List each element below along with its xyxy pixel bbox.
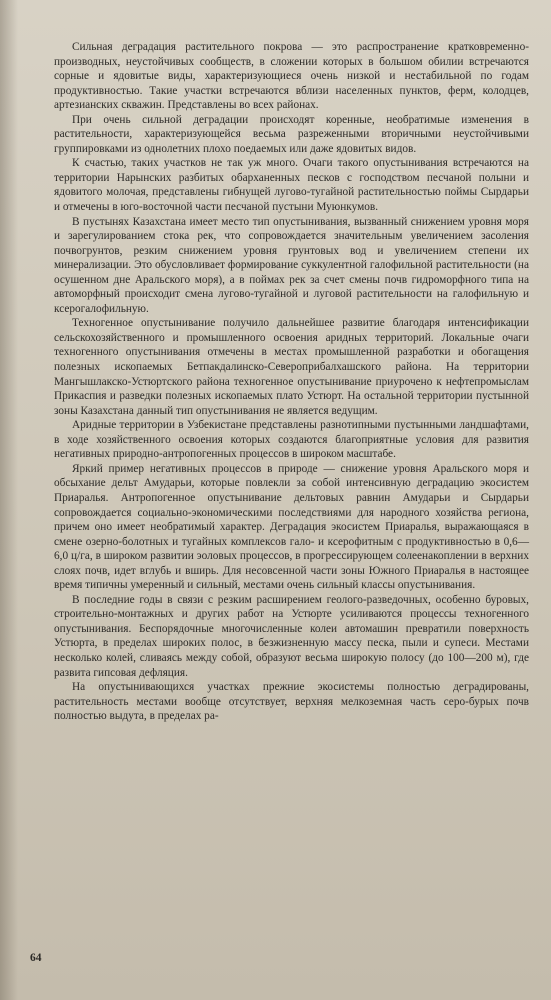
paragraph-uzbekistan-arid-territories: Аридные территории в Узбекистане представлены разнотипными пустынными ландшафтами, в ходе хозяйственного освоения которых создаются благоприятные условия для развития негативных природно-антропогенных процессов в широком масштабе.: [54, 419, 529, 461]
paragraph-very-severe-degradation: При очень сильной деградации происходят коренные, необратимые изменения в растительности, характеризующейся весьма разреженными вторичными неустойчивыми группировками из однолетних плохо поедаемых или даже ядовитых видов.: [54, 113, 529, 155]
paragraph-degraded-ecosystems: На опустынивающихся участках прежние экосистемы полностью деградированы, растительность местами вообще отсутствует, верхняя мелкоземная часть серо-бурых почв полностью выдута, в пределах ра-: [54, 681, 529, 723]
page-number: 64: [30, 952, 42, 964]
paragraph-severe-degradation: Сильная деградация растительного покрова — это распространение кратковременно-производных, неустойчивых сообществ, в сложении которых в большом обилии встречаются сорные и ядовитые виды, характеризующиеся очень низкой и нестабильной по годам продуктивностью. Такие участки встречаются вблизи населенных пунктов, ферм, колодцев, артезианских скважин. Представлены во всех районах.: [54, 41, 529, 112]
paragraph-desertification-foci: К счастью, таких участков не так уж много. Очаги такого опустынивания встречаются на территории Нарынских разбитых обарханенных песков с господством песчаной полыни и ядовитого молочая, представлены гибнущей лугово-тугайной растительностью поймы Сырдарьи и отмечены в юго-восточной части песчаной пустыни Муюнкумов.: [54, 157, 529, 214]
paragraph-kazakhstan-deserts: В пустынях Казахстана имеет место тип опустынивания, вызванный снижением уровня моря и зарегулированием стока рек, что сопровождается значительным увеличением засоления почвогрунтов, резким снижением уровня грунтовых вод и увеличением степени их минерализации. Это обусловливает формирование суккулентной галофильной растительности (на осушенном дне Аральского моря), а в поймах рек за счет смены почв гидроморфного типа на автоморфный происходит смена лугово-тугайной и луговой растительности на галофильную и ксерогалофильную.: [54, 215, 529, 315]
paragraph-technogenic-desertification: Техногенное опустынивание получило дальнейшее развитие благодаря интенсификации сельскохозяйственного и промышленного освоения аридных территорий. Локальные очаги техногенного опустынивания отмечены в местах промышленной разработки и обогащения полезных ископаемых Бетпакдалинско-Североприбалхашского района. На территории Мангышлакско-Устюртского района техногенное опустынивание приурочено к нефтепромыслам Прикаспия и разведки полезных ископаемых плато Устюрт. На остальной территории пустынной зоны Казахстана данный тип опустынивания не является ведущим.: [54, 317, 529, 417]
paragraph-ustyurt-exploration: В последние годы в связи с резким расширением геолого-разведочных, особенно буровых, строительно-монтажных и других работ на Устюрте усиливаются процессы техногенного опустынивания. Беспорядочные многочисленные колеи автомашин превратили поверхность Устюрта, в пределах широких полос, в безжизненную массу песка, пыли и супеси. Местами несколько колей, сливаясь между собой, образуют весьма широкую полосу (до 100—200 м), где развита гипсовая дефляция.: [54, 593, 529, 679]
paragraph-aral-sea-example: Яркий пример негативных процессов в природе — снижение уровня Аральского моря и обсыхание дельт Амударьи, которые повлекли за собой интенсивную деградацию экосистем Приаралья. Антропогенное опустынивание дельтовых равнин Амударьи и Сырдарьи сопровождается социально-экономическими последствиями для народного хозяйства региона, причем оно имеет необратимый характер. Деградация экосистем Приаралья, выражающаяся в смене озерно-болотных и тугайных комплексов гало- и ксерофитным с продуктивностью в 0,6—6,0 ц/га, в широком развитии эоловых процессов, в прогрессирующем солеенакоплении в верхних слоях почв, идет вглубь и вширь. Для несовсенной части зоны Южного Приаралья в настоящее время типичны умеренный и сильный, местами очень сильный классы опустынивания.: [54, 462, 529, 592]
